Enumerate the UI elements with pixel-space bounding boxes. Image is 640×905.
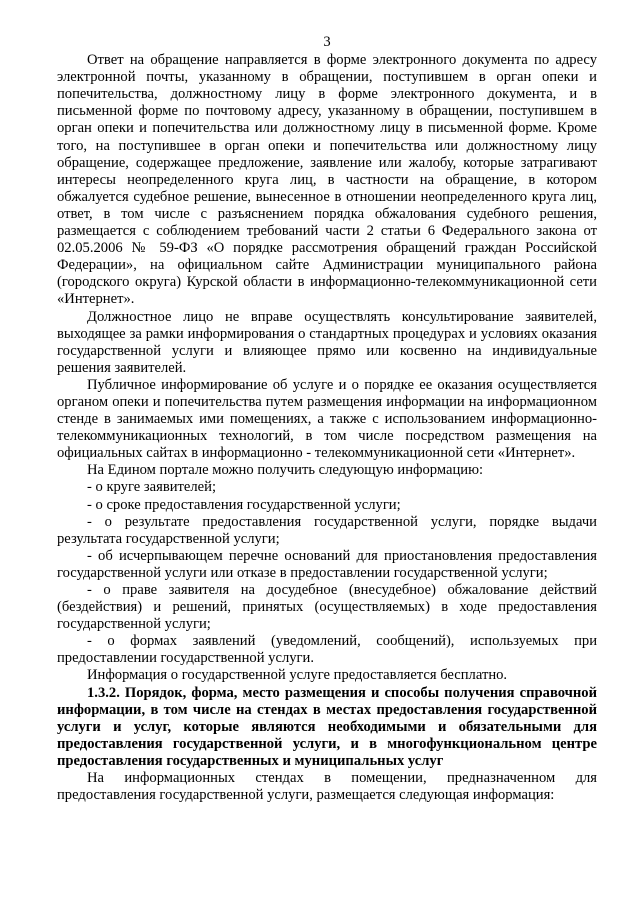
list-item: - о сроке предоставления государственной услуги; <box>87 496 401 513</box>
list-item: - о круге заявителей; <box>87 479 216 496</box>
paragraph-consulting-limits: Должностное лицо не вправе осуществлять консультирование заявителей, выходящее за рамки информирования о стандартных процедурах и условиях оказания государственной услуги и влияющее прямо или косвенно на индивидуальные решения заявителей. <box>57 308 597 376</box>
page-number: 3 <box>323 34 331 50</box>
document-page <box>57 34 597 804</box>
list-item: - о формах заявлений (уведомлений, сообщений), используемых при предоставлении государственной услуги. <box>57 633 597 667</box>
paragraph-stand-intro: На информационных стендах в помещении, предназначенном для предоставления государственной услуги, размещается следующая информация: <box>57 770 597 804</box>
paragraph-public-informing: Публичное информирование об услуге и о порядке ее оказания осуществляется органом опеки и попечительства путем размещения информации на информационном стенде в занимаемых ими помещениях, а также с использованием информационно-телекоммуникационных технологий, в том числе посредством размещения на официальных сайтах в информационно - телекоммуникационной сети «Интернет». <box>57 376 597 462</box>
list-item: - о праве заявителя на досудебное (внесудебное) обжалование действий (бездействия) и решений, принятых (осуществляемых) в ходе предоставления государственной услуги; <box>57 582 597 633</box>
paragraph-portal-intro: На Едином портале можно получить следующую информацию: <box>87 462 484 479</box>
section-heading: 1.3.2. Порядок, форма, место размещения и способы получения справочной информации, в том числе на стендах в местах предоставления государственной услуги и услуг, которые являются необходимыми и обязательными для предоставления государственной услуги, и в многофункциональном центре предоставления государственных и муниципальных услуг <box>57 684 597 769</box>
paragraph-response-delivery: Ответ на обращение направляется в форме электронного документа по адресу электронной почты, указанному в обращении, поступившем в орган опеки и попечительства, должностному лицу в форме электронного документа, и в письменной форме по почтовому адресу, указанному в обращении, поступившем в орган опеки и попечительства или должностному лицу в письменной форме. Кроме того, на поступившее в орган опеки и попечительства или должностному лицу обращение, содержащее предложение, заявление или жалобу, которые затрагивают интересы неопределенного круга лиц, в частности на обращение, в котором обжалуется судебное решение, вынесенное в отношении неопределенного круга лиц, ответ, в том числе с разъяснением порядка обжалования судебного решения, размещается с соблюдением требований части 2 статьи 6 Федерального закона от 02.05.2006 № 59-ФЗ «О порядке рассмотрения обращений граждан Российской Федерации», на официальном сайте Администрации муниципального района (городского округа) Курской области в информационно-телекоммуникационной сети «Интернет». <box>57 52 597 308</box>
list-item: - об исчерпывающем перечне оснований для приостановления предоставления государственной услуги или отказе в предоставлении государственной услуги; <box>57 547 597 581</box>
list-item: - о результате предоставления государственной услуги, порядке выдачи результата государственной услуги; <box>57 513 597 547</box>
paragraph-free-info: Информация о государственной услуге предоставляется бесплатно. <box>87 667 508 684</box>
